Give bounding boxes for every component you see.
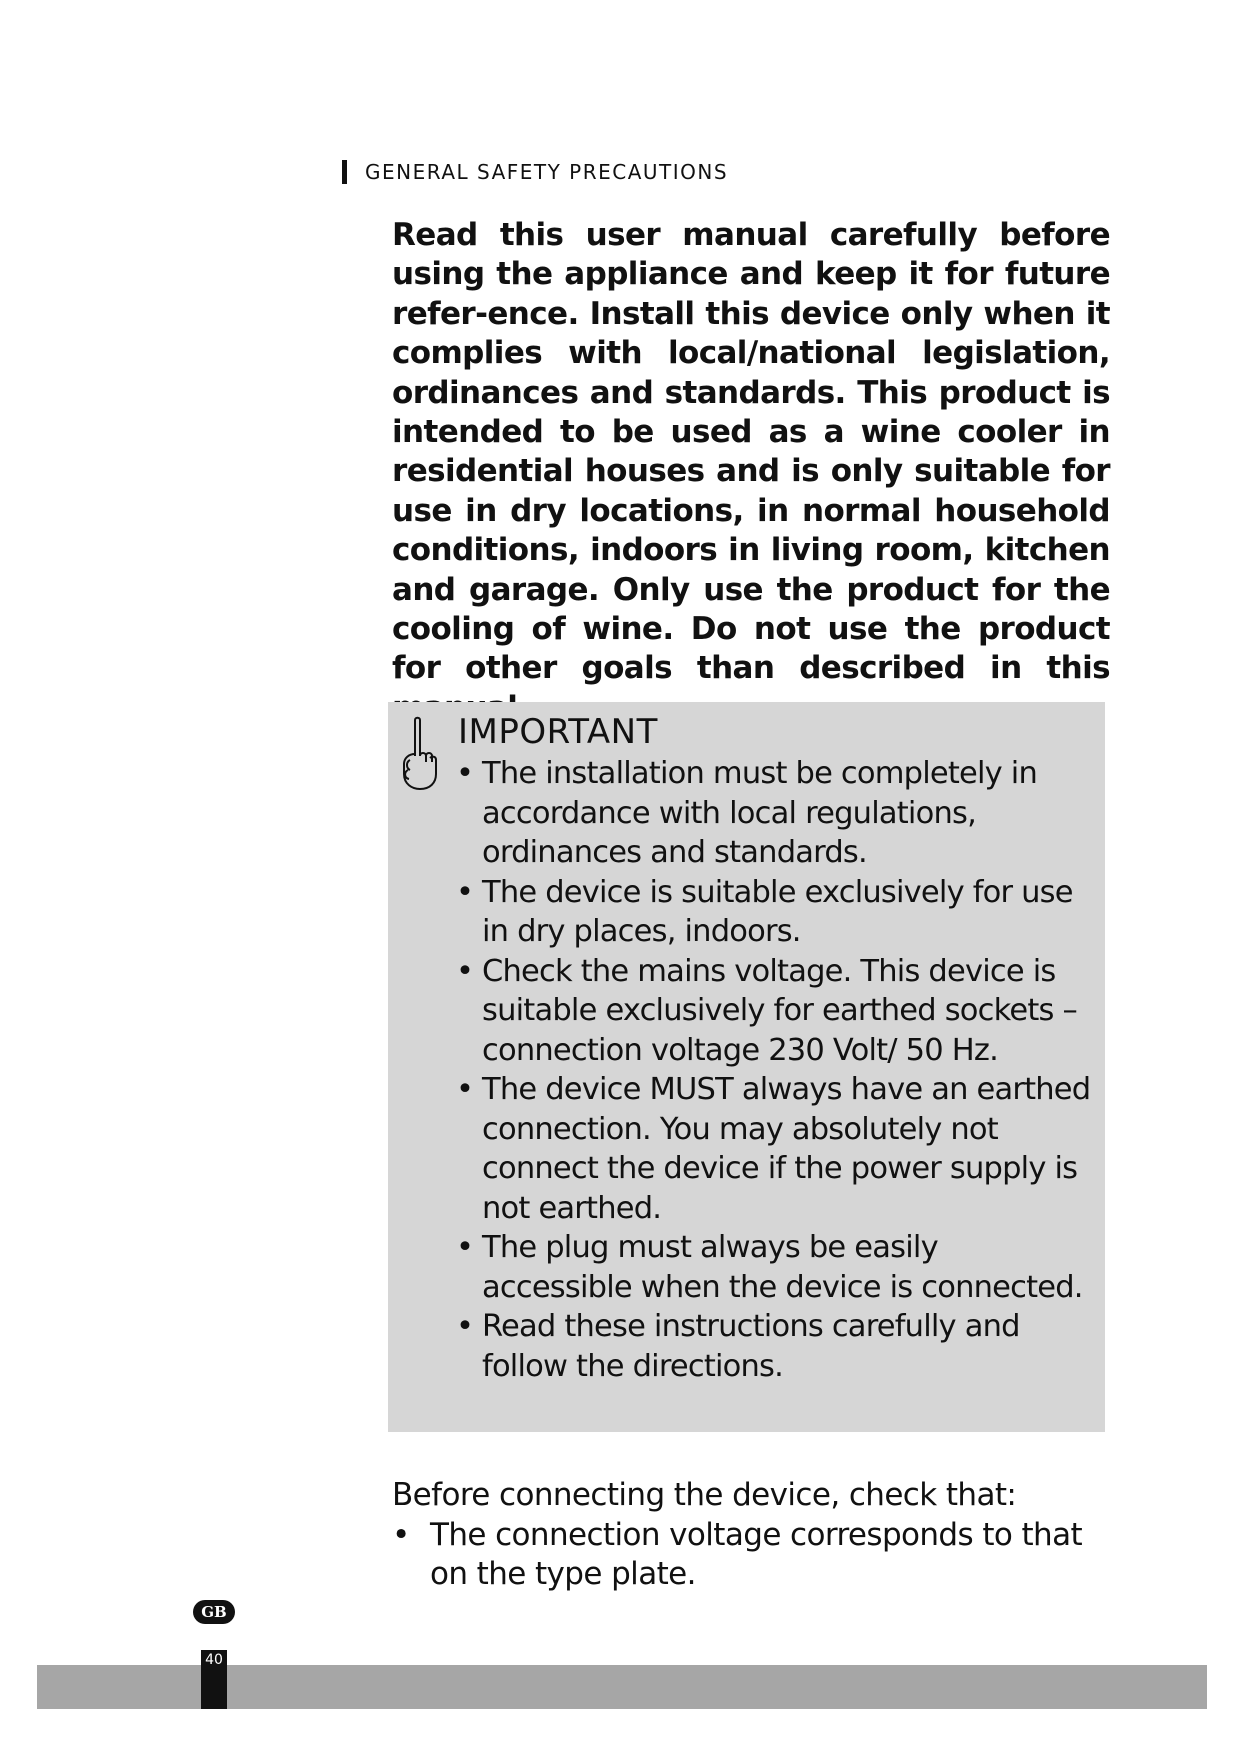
bullet: •: [456, 953, 474, 989]
bullet: •: [456, 756, 474, 791]
list-item: [456, 1070, 1096, 1228]
page-number-tab: [201, 1650, 227, 1709]
list-item: [456, 754, 1096, 873]
pointing-hand-icon: [398, 716, 442, 792]
list-item-text: The device MUST always have an earthed connection. You may absolutely not connect the device if the power supply is not earthed.: [482, 1072, 1091, 1226]
important-title: IMPORTANT: [458, 712, 658, 752]
important-list: [456, 754, 1096, 1386]
list-item-text: The installation must be completely in accordance with local regulations, ordinances and standards.: [482, 756, 1038, 870]
list-item-text: Read these instructions carefully and follow the directions.: [482, 1309, 1020, 1384]
list-item: [456, 952, 1096, 1071]
page-number: 40: [205, 1652, 223, 1668]
list-item-text: The connection voltage corresponds to that on the type plate.: [430, 1516, 1083, 1592]
list-item: [392, 1516, 1112, 1595]
list-item: [456, 1307, 1096, 1386]
list-item: [456, 873, 1096, 952]
checklist-intro: Before connecting the device, check that:: [392, 1477, 1017, 1513]
bullet: •: [456, 1309, 474, 1344]
important-box: [388, 702, 1105, 1432]
intro-paragraph: Read this user manual carefully before using the appliance and keep it for future refer-ence. Install this device only when it complies with local/national legislation, ordinances and standards. This product is intended to be used as a wine cooler in residential houses and is only suitable for use in dry locations, in normal household conditions, indoors in living room, kitchen and garage. Only use the product for the cooling of wine. Do not use the product for other goals than described in this: [392, 217, 1110, 687]
list-item: [456, 1228, 1096, 1307]
pre-connection-checklist: [392, 1476, 1112, 1595]
list-item-text: The plug must always be easily accessible when the device is connected.: [482, 1230, 1083, 1305]
country-badge: GB: [193, 1600, 235, 1624]
bullet: •: [456, 1072, 474, 1107]
list-item-text: The device is suitable exclusively for use in dry places, indoors.: [482, 874, 1073, 949]
section-header: [342, 160, 728, 184]
bullet: •: [392, 1516, 410, 1553]
list-item-text: Check the mains voltage. This device is suitable exclusively for earthed sockets – connection voltage 230 Volt/ 50 Hz.: [482, 953, 1077, 1068]
bullet: •: [456, 874, 474, 910]
bullet: •: [456, 1230, 474, 1265]
section-marker: [342, 160, 347, 184]
section-title: GENERAL SAFETY PRECAUTIONS: [365, 160, 729, 184]
checklist: [392, 1516, 1112, 1595]
